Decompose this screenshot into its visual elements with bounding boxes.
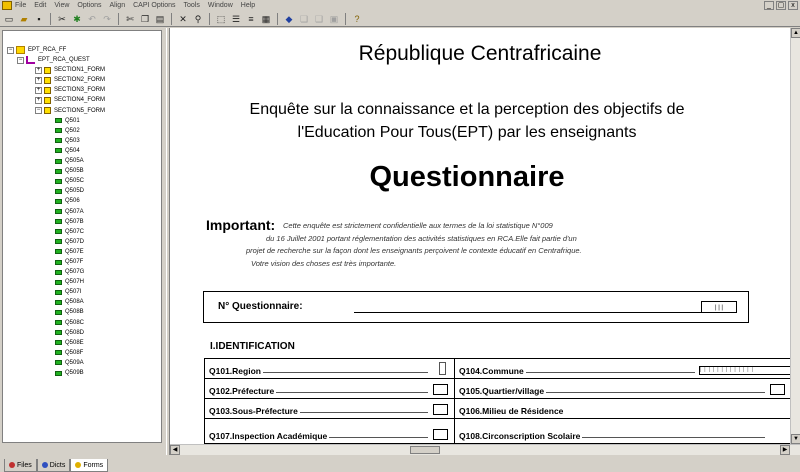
doc-title: République Centrafricaine: [358, 42, 602, 65]
field-icon: [55, 229, 62, 234]
scroll-left-arrow[interactable]: ◀: [170, 445, 180, 455]
tree-root-label: EPT_RCA_FF: [28, 47, 67, 53]
field-icon: [55, 249, 62, 254]
field-q104-label: Q104.Commune: [459, 366, 524, 376]
tree-question-node[interactable]: [7, 297, 105, 307]
field-q101-label: Q101.Region: [209, 366, 261, 376]
field-icon: [55, 340, 62, 345]
field-q107: [205, 419, 455, 443]
menu-view[interactable]: View: [54, 2, 70, 9]
tab-files[interactable]: [4, 459, 37, 472]
tree-question-node[interactable]: [7, 368, 105, 378]
vertical-scrollbar[interactable]: [790, 28, 800, 444]
tab-files-label: Files: [17, 461, 32, 469]
dicts-icon: [42, 462, 48, 468]
expand-toggle[interactable]: −: [36, 107, 41, 114]
form-icon: [44, 97, 51, 104]
align-left-icon[interactable]: ☰: [231, 13, 241, 24]
field-q101: [205, 359, 455, 378]
field-icon: [55, 320, 62, 325]
tree-form-node[interactable]: [7, 106, 105, 116]
tree-question-label: Q504: [65, 147, 80, 154]
field-icon: [55, 219, 62, 224]
field-q104: [455, 359, 790, 378]
doc-heading: Questionnaire: [369, 161, 565, 193]
tree-level-label: EPT_RCA_QUEST: [38, 57, 90, 64]
field-q107-input[interactable]: [433, 429, 448, 440]
field-icon: [55, 128, 62, 133]
scroll-right-arrow[interactable]: ▶: [780, 445, 790, 455]
field-icon: [55, 159, 62, 164]
tree-question-node[interactable]: [7, 338, 105, 348]
menu-align[interactable]: Align: [109, 2, 126, 9]
tree-question-node[interactable]: [7, 136, 105, 146]
field-q108-label: Q108.Circonscription Scolaire: [459, 431, 581, 441]
tree-question-node[interactable]: [7, 237, 105, 247]
tree-question-label: Q501: [65, 117, 80, 124]
scroll-down-arrow[interactable]: ▼: [791, 434, 800, 444]
tree-question-node[interactable]: [7, 287, 105, 297]
tree-question-label: Q508A: [65, 299, 84, 306]
collapse-toggle[interactable]: −: [8, 46, 13, 53]
expand-toggle[interactable]: +: [36, 76, 41, 83]
undo-icon[interactable]: ↶: [88, 13, 96, 24]
menu-edit[interactable]: Edit: [34, 2, 47, 9]
field-q106: [455, 399, 790, 418]
tree-question-node[interactable]: [7, 166, 105, 176]
tree-question-label: Q503: [65, 137, 80, 144]
tree-question-label: Q508B: [65, 309, 84, 316]
toolbar-separator: [50, 13, 51, 25]
delete-icon[interactable]: ✕: [179, 13, 187, 24]
field-q107-label: Q107.Inspection Académique: [209, 431, 328, 441]
form-tree: [7, 45, 105, 378]
tree-question-node[interactable]: [7, 156, 105, 166]
field-q102-label: Q102.Préfecture: [209, 386, 275, 396]
tree-question-node[interactable]: [7, 186, 105, 196]
tree-question-node[interactable]: [7, 358, 105, 368]
tree-question-node[interactable]: [7, 267, 105, 277]
toolbar-separator: [171, 13, 172, 25]
close-button[interactable]: x: [788, 1, 798, 10]
tree-question-label: Q507A: [65, 208, 84, 215]
tree-question-label: Q509B: [65, 370, 84, 376]
tree-question-node[interactable]: [7, 257, 105, 267]
toolbar: [0, 11, 800, 27]
menu-bar: [0, 0, 800, 11]
window-controls: [764, 1, 798, 10]
tree-question-label: Q505D: [65, 188, 85, 195]
tree-question-node[interactable]: [7, 318, 105, 328]
menu-help[interactable]: Help: [240, 2, 256, 9]
questionnaire-number-box: [203, 291, 749, 323]
field-icon: [55, 260, 62, 265]
form-icon: [44, 67, 51, 74]
copy-icon[interactable]: ❐: [140, 13, 150, 24]
tree-question-label: Q507B: [65, 218, 84, 225]
field-q105-label: Q105.Quartier/village: [459, 386, 545, 396]
layers-icon[interactable]: ◆: [285, 13, 293, 24]
field-q101-input[interactable]: [439, 362, 446, 375]
tree-question-node[interactable]: [7, 328, 105, 338]
tree-question-node[interactable]: [7, 217, 105, 227]
tab-forms-label: Forms: [83, 461, 104, 469]
list-icon[interactable]: ▦: [261, 13, 271, 24]
grid-row: [205, 399, 790, 419]
tree-question-label: Q509A: [65, 359, 84, 366]
field-icon: [55, 350, 62, 355]
toolbar-separator: [209, 13, 210, 25]
tree-question-label: Q508F: [65, 349, 84, 356]
tree-question-node[interactable]: [7, 176, 105, 186]
field-q108: [455, 419, 790, 443]
field-q102: [205, 379, 455, 398]
doc-subtitle-line2: l'Education Pour Tous(EPT) par les enseignants: [297, 124, 637, 141]
zoom-icon[interactable]: ▣: [329, 13, 339, 24]
field-icon: [55, 239, 62, 244]
tree-question-label: Q508D: [65, 329, 85, 336]
tree-question-node[interactable]: [7, 348, 105, 358]
cut-icon[interactable]: ✂: [58, 13, 66, 24]
field-icon: [55, 270, 62, 275]
grid-row: [205, 419, 790, 444]
tree-question-node[interactable]: [7, 126, 105, 136]
field-q103-input[interactable]: [433, 404, 448, 415]
form-icon: [44, 87, 51, 94]
tree-form-node[interactable]: [7, 75, 105, 85]
horizontal-scrollbar[interactable]: [170, 444, 800, 455]
forms-icon: [75, 462, 81, 468]
tree-question-node[interactable]: [7, 227, 105, 237]
menu-tools[interactable]: Tools: [183, 2, 200, 9]
open-icon[interactable]: ▰: [20, 13, 28, 24]
form-file-icon: [16, 46, 25, 54]
paste-form-icon[interactable]: ❑: [314, 13, 324, 24]
important-line: Cette enquête est strictement confidentielle aux termes de la loi statistique N°009: [283, 221, 553, 230]
cut2-icon[interactable]: ✄: [126, 13, 134, 24]
grid-row: [205, 379, 790, 399]
field-icon: [55, 209, 62, 214]
field-q104-input[interactable]: |||||||||||||: [699, 366, 790, 375]
tree-question-label: Q505A: [65, 158, 84, 165]
form-icon: [44, 107, 51, 114]
section-title: I.IDENTIFICATION: [210, 341, 295, 352]
redo-icon[interactable]: ↷: [103, 13, 111, 24]
field-icon: [55, 199, 62, 204]
find-icon[interactable]: ⚲: [194, 13, 202, 24]
important-note: [246, 220, 696, 270]
tree-form-label: SECTION4_FORM: [54, 97, 106, 104]
field-q103: [205, 399, 455, 418]
tree-form-label: SECTION1_FORM: [54, 67, 106, 74]
tree-form-label: SECTION3_FORM: [54, 87, 106, 94]
field-icon: [55, 300, 62, 305]
field-icon: [55, 360, 62, 365]
tree-question-node[interactable]: [7, 196, 105, 206]
expand-toggle[interactable]: +: [36, 86, 41, 93]
tree-pane: [0, 28, 166, 469]
minimize-button[interactable]: _: [764, 1, 774, 10]
new-icon[interactable]: ▭: [4, 13, 14, 24]
level-icon: [26, 56, 35, 64]
identification-grid: [204, 358, 790, 444]
paste-icon[interactable]: ▤: [155, 13, 165, 24]
tab-forms[interactable]: [70, 459, 108, 472]
field-icon: [55, 310, 62, 315]
menu-options[interactable]: Options: [77, 2, 102, 9]
field-icon: [55, 330, 62, 335]
files-icon: [9, 462, 15, 468]
select-box-icon[interactable]: ⬚: [216, 13, 226, 24]
tree-question-label: Q507F: [65, 258, 84, 265]
tree-form-node[interactable]: [7, 85, 105, 95]
doc-subtitle: [170, 98, 764, 144]
field-icon: [55, 290, 62, 295]
field-q105: [455, 379, 790, 398]
field-icon: [55, 138, 62, 143]
tree-form-label: SECTION5_FORM: [54, 107, 106, 114]
tree-form-label: SECTION2_FORM: [54, 77, 106, 84]
save-icon[interactable]: ▪: [37, 13, 41, 24]
app-icon: [2, 1, 12, 10]
field-icon: [55, 371, 62, 376]
tree-question-label: Q508E: [65, 339, 84, 346]
tree-view[interactable]: [2, 30, 162, 443]
restore-button[interactable]: ▢: [777, 2, 785, 9]
tree-question-node[interactable]: [7, 146, 105, 156]
toolbar-separator: [277, 13, 278, 25]
questionnaire-number-field[interactable]: | | |: [701, 301, 737, 313]
field-q106-label: Q106.Milieu de Résidence: [459, 406, 564, 416]
tree-form-node[interactable]: [7, 65, 105, 75]
tree-question-label: Q506: [65, 198, 80, 205]
tree-question-label: Q507I: [65, 289, 82, 296]
field-q105-input[interactable]: [770, 384, 785, 395]
align-right-icon[interactable]: ≡: [248, 13, 254, 24]
tree-question-node[interactable]: [7, 277, 105, 287]
help-icon[interactable]: ?: [354, 13, 360, 24]
tab-dicts[interactable]: [37, 459, 71, 472]
tree-level[interactable]: [7, 55, 105, 65]
tree-question-node[interactable]: [7, 307, 105, 317]
toolbar-separator: [345, 13, 346, 25]
scroll-thumb[interactable]: [410, 446, 440, 454]
expand-toggle[interactable]: +: [36, 97, 41, 104]
field-icon: [55, 118, 62, 123]
collapse-toggle[interactable]: −: [18, 56, 23, 63]
toolbar-separator: [118, 13, 119, 25]
expand-toggle[interactable]: +: [36, 66, 41, 73]
field-icon: [55, 179, 62, 184]
questionnaire-number-label: N° Questionnaire:: [218, 301, 303, 312]
doc-subtitle-line1: Enquête sur la connaissance et la perception des objectifs de: [249, 101, 685, 118]
tree-question-label: Q507C: [65, 228, 85, 235]
field-q102-input[interactable]: [433, 384, 448, 395]
tree-question-label: Q507D: [65, 238, 85, 245]
menu-capi-options[interactable]: CAPI Options: [133, 2, 176, 9]
tree-question-label: Q507E: [65, 248, 84, 255]
important-line: du 16 Juillet 2001 portant réglementation des activités statistiques en RCA.Elle fait partie d'un: [266, 233, 577, 243]
important-label: Important:: [206, 217, 276, 233]
run-icon[interactable]: ✱: [73, 13, 81, 24]
tree-question-node[interactable]: [7, 247, 105, 257]
important-line: Votre vision des choses est très importante.: [251, 258, 397, 268]
tree-question-label: Q507G: [65, 269, 85, 276]
form-icon: [44, 77, 51, 84]
tree-question-node[interactable]: [7, 116, 105, 126]
tree-question-label: Q505B: [65, 168, 84, 175]
questionnaire-number-line: [354, 312, 704, 313]
field-icon: [55, 148, 62, 153]
grid-row: [205, 359, 790, 379]
field-icon: [55, 280, 62, 285]
tab-dicts-label: Dicts: [49, 461, 66, 469]
pane-tabs: [4, 459, 108, 472]
copy-form-icon[interactable]: ❏: [299, 13, 309, 24]
tree-question-label: Q505C: [65, 178, 85, 185]
important-line: projet de recherche sur la façon dont les enseignants perçoivent le contexte éducatif en Centrafrique.: [246, 246, 582, 255]
field-q103-label: Q103.Sous-Préfecture: [209, 406, 298, 416]
menu-window[interactable]: Window: [207, 2, 233, 9]
tree-question-label: Q507H: [65, 279, 85, 286]
tree-question-node[interactable]: [7, 207, 105, 217]
scroll-up-arrow[interactable]: ▲: [791, 28, 800, 38]
tree-question-label: Q508C: [65, 319, 85, 326]
field-icon: [55, 189, 62, 194]
tree-root[interactable]: [7, 45, 105, 55]
tree-form-node[interactable]: [7, 95, 105, 105]
menu-file[interactable]: File: [15, 2, 27, 9]
form-canvas[interactable]: [170, 28, 790, 444]
tree-question-label: Q502: [65, 127, 80, 134]
field-icon: [55, 169, 62, 174]
